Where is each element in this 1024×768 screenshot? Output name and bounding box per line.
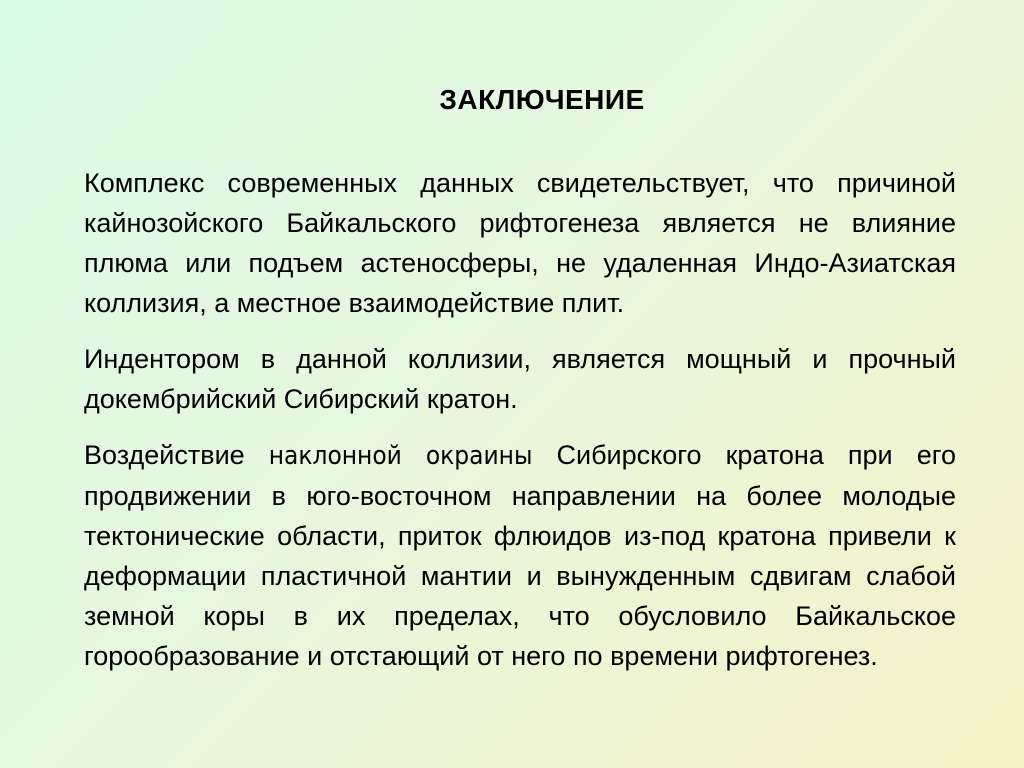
paragraph-3-start: Воздействие <box>84 440 269 470</box>
paragraph-2: Индентором в данной коллизии, является мощный и прочный докембрийский Сибирский кратон. <box>84 344 956 414</box>
paragraph-3 <box>84 435 956 676</box>
paragraph-1: Комплекс современных данных свидетельствует, что причиной кайнозойского Байкальского рифтогенеза является не влияние плюма или подъем астеносферы, не удаленная Индо-Азиатская коллизия, а местное взаимодействие плит. <box>84 168 956 318</box>
slide-body <box>84 163 956 692</box>
paragraph-3-emphasis: наклонной окраины <box>268 441 533 471</box>
slide-title: ЗАКЛЮЧЕНИЕ <box>439 84 645 115</box>
paragraph-3-end: Сибирского кратона при его продвижении в юго-восточном направлении на более молодые тектонические области, приток флюидов из-под кратона привели к деформации пластичной мантии и вынужденным сдвигам слабой земной коры в их пределах, что обусловило Байкальское горообразование и отстающий от него по времени рифтогенез. <box>84 440 956 671</box>
